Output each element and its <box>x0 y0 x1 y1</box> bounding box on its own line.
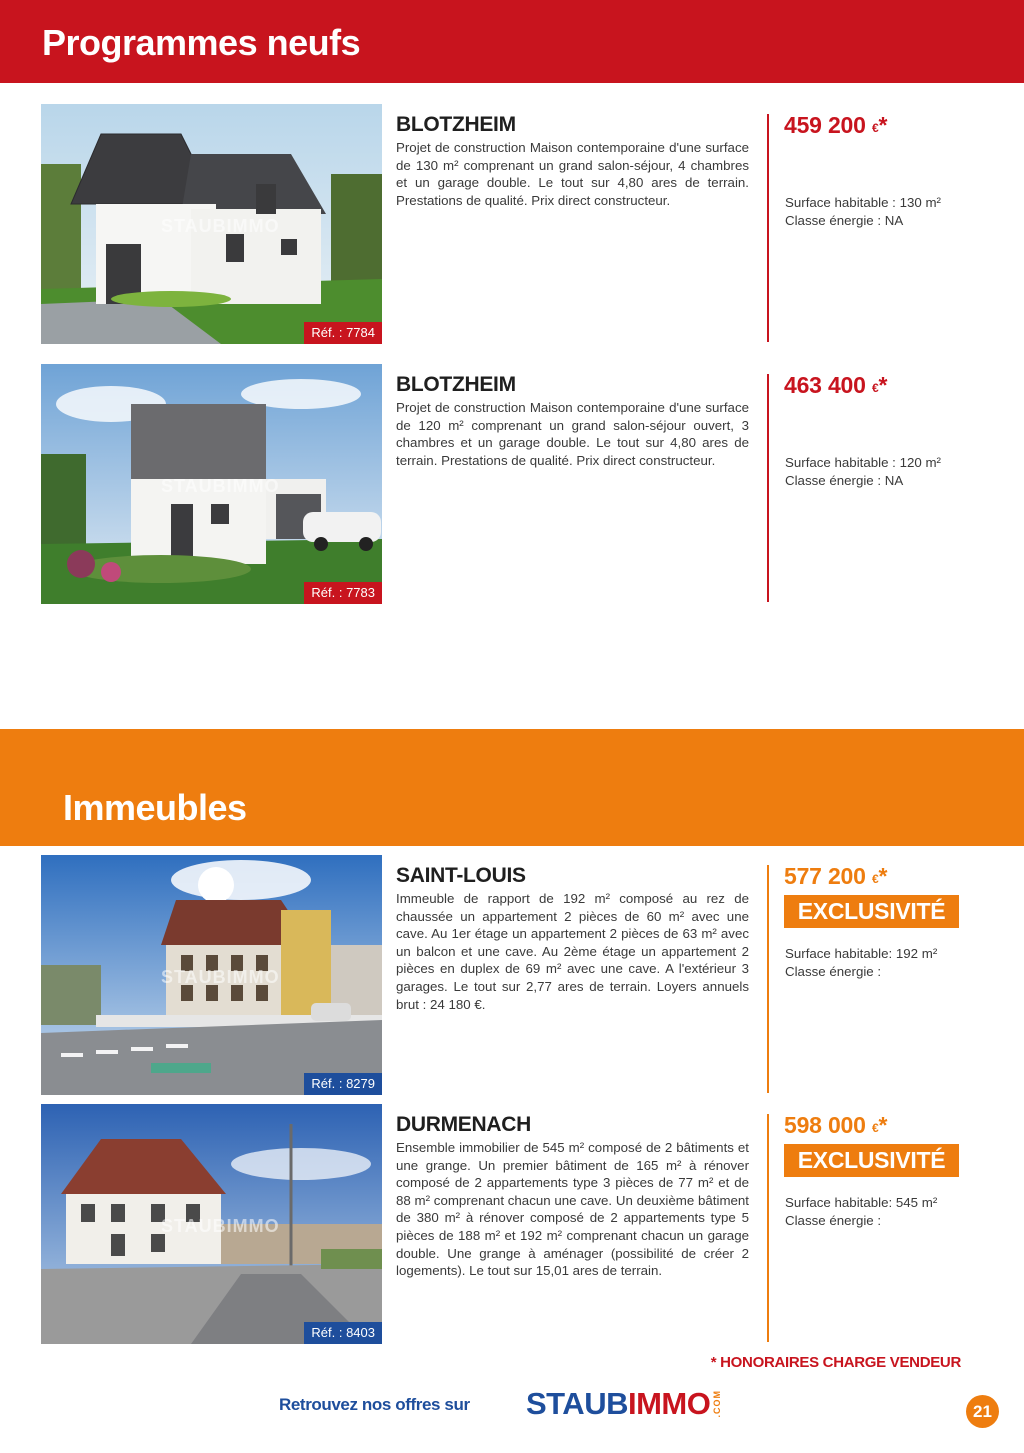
section-title: Programmes neufs <box>42 22 361 63</box>
listing-card[interactable] <box>0 1104 1024 1344</box>
price-value: 459 200 <box>784 112 866 138</box>
logo-com: .COM <box>712 1390 723 1418</box>
listing-city: BLOTZHEIM <box>396 373 516 396</box>
page-number: 21 <box>966 1395 999 1428</box>
programmes-neufs-header <box>0 0 1024 83</box>
surface-habitable: Surface habitable : 130 m² <box>785 195 941 210</box>
price-value: 463 400 <box>784 372 866 398</box>
reference-badge: Réf. : 7784 <box>304 322 382 344</box>
property-photo[interactable] <box>41 364 382 604</box>
listing-description: Projet de construction Maison contemporaine d'une surface de 120 m² comprenant un grand salon-séjour ouvert, 3 chambres et un garage double. Le tout sur 4,80 ares de terrain. Prestations de qualité. Prix direct constructeur. <box>396 400 749 468</box>
price-value: 598 000 <box>784 1112 866 1138</box>
divider <box>767 114 769 342</box>
listing-description: Ensemble immobilier de 545 m² composé de 2 bâtiments et une grange. Un premier bâtiment de 165 m² à rénover composé de 2 appartements type 3 pièces de 77 m² et de 88 m² comprenant chacun une cave. Un deuxième bâtiment de 380 m² à rénover composé de 2 appartements type 5 pièces de 188 m² et 192 m² comprenant chacun un garage double. Une grange à aménager (possibilité de créer 2 logements). Le tout sur 15,01 ares de terrain. <box>396 1140 749 1279</box>
listing-city: BLOTZHEIM <box>396 113 516 136</box>
listing-price <box>784 112 887 139</box>
exclusivite-badge: EXCLUSIVITÉ <box>784 1144 959 1177</box>
listing-specs <box>785 945 937 981</box>
price-asterisk: * <box>878 863 888 889</box>
price-currency: € <box>871 121 879 135</box>
listing-price <box>784 863 887 890</box>
listing-description-block <box>396 863 749 1013</box>
divider <box>767 865 769 1093</box>
divider <box>767 374 769 602</box>
listing-card[interactable] <box>0 855 1024 1095</box>
staubimmo-logo-link[interactable] <box>526 1386 722 1422</box>
price-currency: € <box>871 872 879 886</box>
reference-badge: Réf. : 8279 <box>304 1073 382 1095</box>
logo-immo: IMMO <box>627 1386 711 1421</box>
property-photo[interactable] <box>41 1104 382 1344</box>
reference-badge: Réf. : 7783 <box>304 582 382 604</box>
logo-staub: STAUB <box>526 1386 628 1421</box>
divider <box>767 1114 769 1342</box>
classe-energie: Classe énergie : NA <box>785 473 904 488</box>
surface-habitable: Surface habitable: 192 m² <box>785 946 938 961</box>
classe-energie: Classe énergie : <box>785 1213 882 1228</box>
immeubles-header <box>0 729 1024 846</box>
surface-habitable: Surface habitable : 120 m² <box>785 455 941 470</box>
section-title: Immeubles <box>63 787 247 828</box>
listing-description-block <box>396 1112 749 1280</box>
classe-energie: Classe énergie : <box>785 964 882 979</box>
photo-watermark: STAUBIMMO <box>161 967 280 987</box>
listing-specs <box>785 454 941 490</box>
listing-specs <box>785 1194 937 1230</box>
reference-badge: Réf. : 8403 <box>304 1322 382 1344</box>
price-asterisk: * <box>878 1112 888 1138</box>
listing-price <box>784 1112 887 1139</box>
listing-description-block <box>396 112 749 209</box>
price-currency: € <box>871 1121 879 1135</box>
price-value: 577 200 <box>784 863 866 889</box>
price-asterisk: * <box>878 112 888 138</box>
find-offers-text: Retrouvez nos offres sur <box>279 1395 470 1414</box>
photo-watermark: STAUBIMMO <box>161 476 280 496</box>
listing-city: SAINT-LOUIS <box>396 864 526 887</box>
classe-energie: Classe énergie : NA <box>785 213 904 228</box>
listing-city: DURMENACH <box>396 1113 531 1136</box>
honoraires-note: * HONORAIRES CHARGE VENDEUR <box>710 1354 961 1371</box>
listing-description: Immeuble de rapport de 192 m² composé au rez de chaussée un appartement 2 pièces de 60 m² avec une cave. Au 1er étage un appartement 2 pièces de 63 m² avec un balcon et une cave. Au 2ème étage un appartement 2 pièces en duplex de 69 m² avec une cave. A l'extérieur 3 garages. Le tout sur 2,77 ares de terrain. Loyers annuels brut : 24 180 €. <box>396 891 749 1012</box>
listing-card[interactable] <box>0 364 1024 604</box>
price-currency: € <box>871 381 879 395</box>
property-photo[interactable] <box>41 855 382 1095</box>
photo-watermark: STAUBIMMO <box>161 216 280 236</box>
price-asterisk: * <box>878 372 888 398</box>
exclusivite-badge: EXCLUSIVITÉ <box>784 895 959 928</box>
property-photo[interactable] <box>41 104 382 344</box>
listing-description-block <box>396 372 749 469</box>
listing-price <box>784 372 887 399</box>
surface-habitable: Surface habitable: 545 m² <box>785 1195 938 1210</box>
listing-description: Projet de construction Maison contemporaine d'une surface de 130 m² comprenant un grand salon-séjour, 4 chambres et un garage double. Le tout sur 4,80 ares de terrain. Prestations de qualité. Prix direct constructeur. <box>396 140 749 208</box>
listing-specs <box>785 194 941 230</box>
photo-watermark: STAUBIMMO <box>161 1216 280 1236</box>
listing-card[interactable] <box>0 104 1024 344</box>
